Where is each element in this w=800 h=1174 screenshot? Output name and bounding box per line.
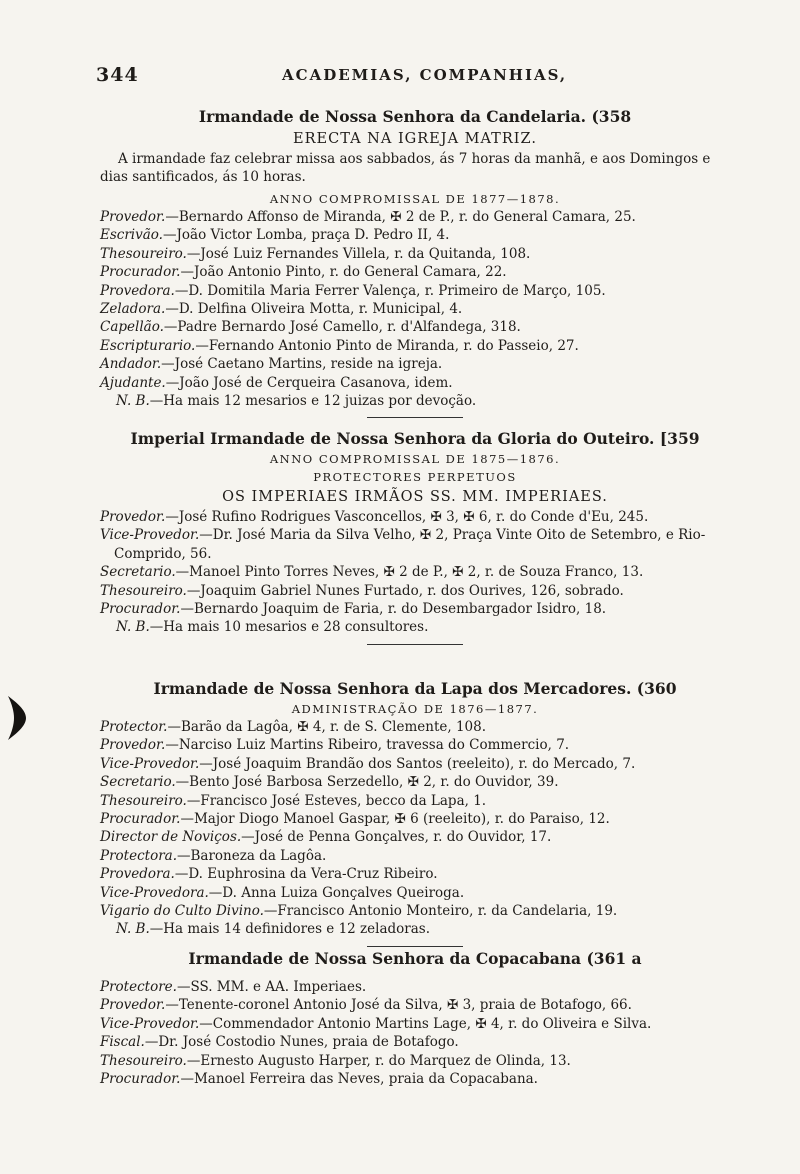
list-item: Thesoureiro.—Francisco José Esteves, becco da Lapa, 1.: [100, 792, 487, 809]
margin-mark-icon: [6, 694, 28, 742]
list-item: Thesoureiro.—José Luiz Fernandes Villela, r. da Quitanda, 108.: [100, 245, 531, 262]
section-protectors: OS IMPERIAES IRMÃOS SS. MM. IMPERIAES.: [222, 489, 608, 505]
section-candelaria: [100, 106, 730, 418]
list-item: Capellão.—Padre Bernardo José Camello, r. d'Alfandega, 318.: [100, 319, 521, 336]
list-item: Secretario.—Bento José Barbosa Serzedello, ✠ 2, r. do Ouvidor, 39.: [100, 774, 559, 791]
section-year: ANNO COMPROMISSAL DE 1877—1878.: [269, 192, 561, 206]
list-item: Fiscal.—Dr. José Costodio Nunes, praia de Botafogo.: [100, 1034, 459, 1051]
list-item: Procurador.—João Antonio Pinto, r. do General Camara, 22.: [100, 264, 507, 281]
section-year: ANNO COMPROMISSAL DE 1875—1876.: [269, 452, 561, 466]
section-title: Irmandade de Nossa Senhora da Copacabana (361 a: [188, 949, 642, 968]
list-item: Protectora.—Baroneza da Lagôa.: [100, 847, 327, 864]
list-item: Vice-Provedor.—José Joaquim Brandão dos Santos (reeleito), r. do Mercado, 7.: [100, 755, 636, 772]
list-item: Escrivão.—João Victor Lomba, praça D. Pedro II, 4.: [100, 227, 450, 244]
list-item: Escripturario.—Fernando Antonio Pinto de Miranda, r. do Passeio, 27.: [100, 337, 579, 354]
list-item: Protector.—Barão da Lagôa, ✠ 4, r. de S. Clemente, 108.: [100, 719, 487, 735]
list-item: Zeladora.—D. Delfina Oliveira Motta, r. Municipal, 4.: [100, 301, 463, 318]
section-title: Irmandade de Nossa Senhora da Candelaria. (358: [198, 107, 632, 126]
list-item: Provedora.—D. Domitila Maria Ferrer Valença, r. Primeiro de Março, 105.: [100, 282, 606, 299]
list-item: Vice-Provedora.—D. Anna Luiza Gonçalves Queiroga.: [100, 884, 465, 901]
entry-list: [100, 208, 730, 410]
section-title: Irmandade de Nossa Senhora da Lapa dos Mercadores. (360: [153, 679, 677, 698]
list-item: Procurador.—Major Diogo Manoel Gaspar, ✠ 6 (reeleito), r. do Paraiso, 12.: [100, 811, 610, 828]
section-protectors-heading: PROTECTORES PERPETUOS: [313, 470, 517, 484]
section-subtitle: ERECTA NA IGREJA MATRIZ.: [293, 131, 537, 147]
section-paragraph: A irmandade faz celebrar missa aos sabbados, ás 7 horas da manhã, e aos Domingos e dias santificados, ás 10 horas.: [100, 151, 711, 185]
list-item: Procurador.—Bernardo Joaquim de Faria, r. do Desembargador Isidro, 18.: [100, 601, 607, 618]
list-item: Protectore.—SS. MM. e AA. Imperiaes.: [100, 979, 367, 995]
section-divider: [367, 644, 463, 645]
entry-list: [100, 508, 730, 637]
list-item: Vice-Provedor.—Dr. José Maria da Silva Velho, ✠ 2, Praça Vinte Oito de Setembro, e Rio-Comprido, 56.: [100, 527, 706, 562]
list-item: Provedor.—José Rufino Rodrigues Vasconcellos, ✠ 3, ✠ 6, r. do Conde d'Eu, 245.: [100, 509, 649, 525]
section-lapa-mercadores: [100, 678, 730, 947]
page-header: [96, 64, 726, 90]
list-item: Provedor.—Narciso Luiz Martins Ribeiro, travessa do Commercio, 7.: [100, 737, 570, 754]
section-title: Imperial Irmandade de Nossa Senhora da Gloria do Outeiro. [359: [130, 429, 700, 448]
list-item: Provedor.—Bernardo Affonso de Miranda, ✠ 2 de P., r. do General Camara, 25.: [100, 209, 636, 225]
list-item: Provedor.—Tenente-coronel Antonio José da Silva, ✠ 3, praia de Botafogo, 66.: [100, 997, 632, 1014]
note: N. B.—Ha mais 14 definidores e 12 zeladoras.: [116, 921, 431, 938]
list-item: Thesoureiro.—Ernesto Augusto Harper, r. do Marquez de Olinda, 13.: [100, 1052, 571, 1069]
list-item: Procurador.—Manoel Ferreira das Neves, praia da Copacabana.: [100, 1071, 538, 1088]
note: N. B.—Ha mais 10 mesarios e 28 consultores.: [116, 619, 429, 636]
list-item: Provedora.—D. Euphrosina da Vera-Cruz Ribeiro.: [100, 866, 438, 883]
section-divider: [367, 946, 463, 947]
list-item: Vigario do Culto Divino.—Francisco Antonio Monteiro, r. da Candelaria, 19.: [100, 903, 618, 920]
list-item: Ajudante.—João José de Cerqueira Casanova, idem.: [100, 374, 453, 391]
note: N. B.—Ha mais 12 mesarios e 12 juizas por devoção.: [116, 393, 477, 410]
running-head: ACADEMIAS, COMPANHIAS,: [282, 66, 568, 84]
section-subtitle: ADMINISTRAÇÃO DE 1876—1877.: [291, 702, 539, 716]
section-divider: [367, 417, 463, 418]
entry-list: [100, 718, 730, 939]
list-item: Secretario.—Manoel Pinto Torres Neves, ✠ 2 de P., ✠ 2, r. de Souza Franco, 13.: [100, 564, 644, 581]
list-item: Thesoureiro.—Joaquim Gabriel Nunes Furtado, r. dos Ourives, 126, sobrado.: [100, 582, 624, 599]
section-gloria-outeiro: [100, 428, 730, 645]
list-item: Andador.—José Caetano Martins, reside na igreja.: [100, 356, 443, 373]
section-copacabana: [100, 948, 730, 1088]
entry-list: [100, 978, 730, 1088]
list-item: Vice-Provedor.—Commendador Antonio Martins Lage, ✠ 4, r. do Oliveira e Silva.: [100, 1015, 652, 1032]
list-item: Director de Noviços.—José de Penna Gonçalves, r. do Ouvidor, 17.: [100, 829, 552, 846]
page-number: 344: [96, 64, 139, 86]
